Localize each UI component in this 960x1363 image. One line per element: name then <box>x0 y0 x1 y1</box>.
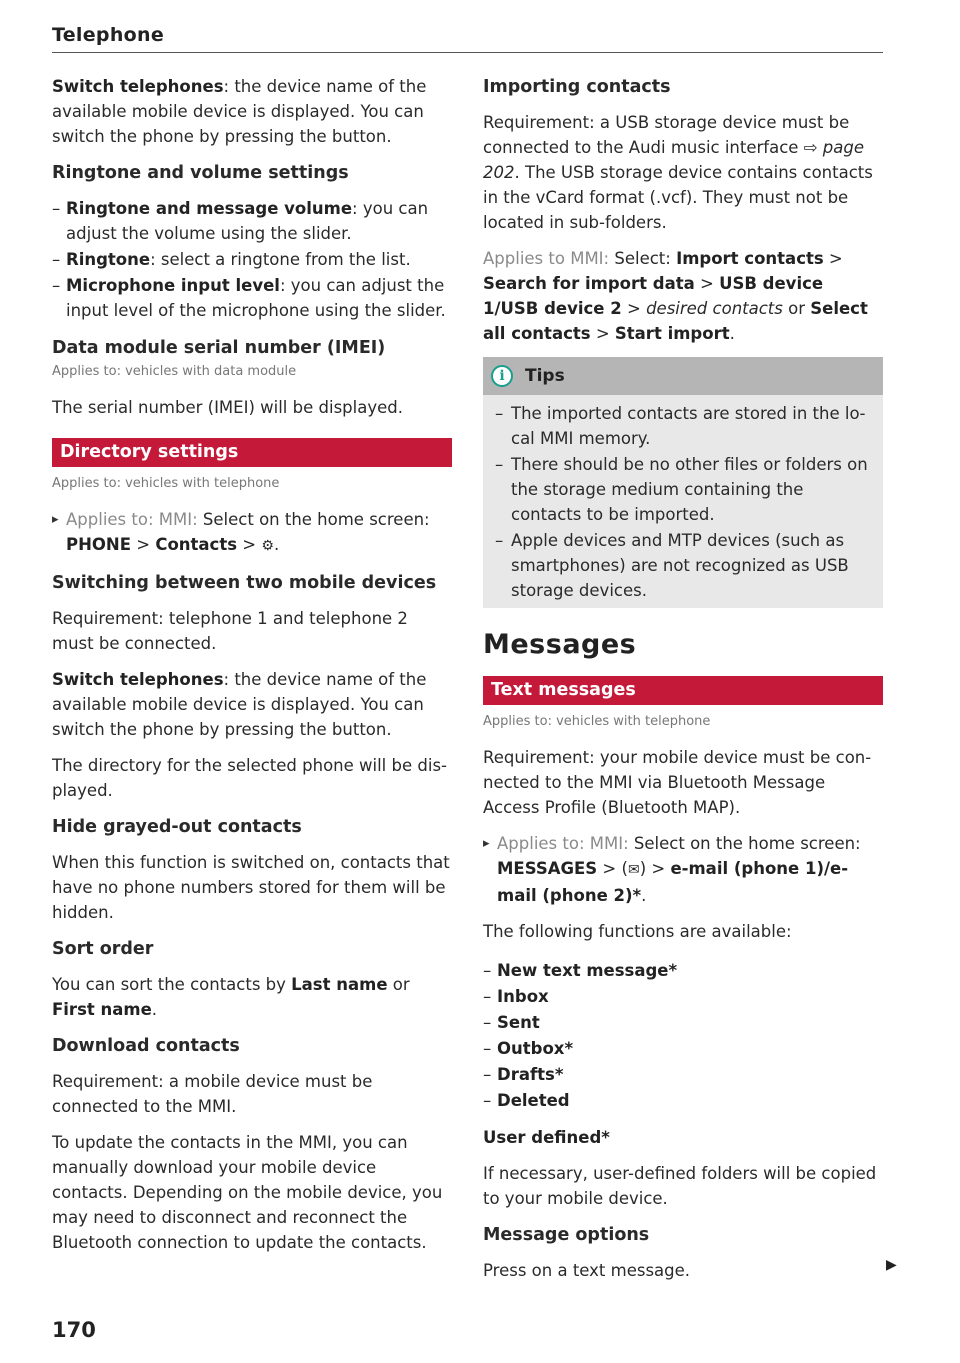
switch-telephones-text-2: Switch telephones: the device name of the available mobile device is displayed. You can switch the phone by pressing the button. <box>52 670 427 739</box>
list-item: – Inbox <box>483 984 883 1009</box>
download-requirement: Requirement: a mobile device must be connected to the MMI. <box>52 1072 373 1116</box>
mail-icon: ✉ <box>627 862 640 878</box>
message-options-heading: Message options <box>483 1225 650 1245</box>
list-item: – Ringtone: select a ringtone from the list. <box>52 247 452 272</box>
list-item: – The imported contacts are stored in the local MMI memory. <box>495 401 871 451</box>
text-messages-step: ▸ Applies to: MMI: Select on the home screen: MESSAGES > (✉) > e-mail (phone 1)/e-mail (phone 2)*. <box>483 831 883 908</box>
text-messages-bar: Text messages <box>483 676 883 705</box>
page-number: 170 <box>52 1318 96 1342</box>
text-messages-applies: Applies to: vehicles with telephone <box>483 714 711 729</box>
directory-applies: Applies to: vehicles with telephone <box>52 476 280 491</box>
tips-header <box>483 357 883 395</box>
list-item: – New text message* <box>483 958 883 983</box>
user-defined-text: If necessary, user-defined folders will be copied to your mobile device. <box>483 1164 877 1208</box>
switch-telephones-text: Switch telephones: the device name of the available mobile device is displayed. You can switch the phone by pressing the button. <box>52 77 427 146</box>
left-column <box>52 74 452 1266</box>
right-column <box>483 74 883 1294</box>
text-messages-requirement: Requirement: your mobile device must be connected to the MMI via Bluetooth Message Access Profile (Bluetooth MAP). <box>483 748 872 817</box>
tips-body <box>483 395 883 608</box>
page-reference[interactable]: ⇨ page 202 <box>483 138 864 182</box>
import-step: Applies to MMI: Select: Import contacts > Search for import data > USB device 1/USB device 2 > desired contacts or Select all contacts > Start import. <box>483 249 868 343</box>
switching-requirement: Requirement: telephone 1 and telephone 2 must be connected. <box>52 609 408 653</box>
imei-heading: Data module serial number (IMEI) <box>52 338 386 358</box>
message-options-text: Press on a text message. <box>483 1261 691 1280</box>
import-heading: Importing contacts <box>483 77 671 97</box>
import-requirement: Requirement: a USB storage device must be connected to the Audi music interface ⇨ page 202. The USB storage device contains contacts in the vCard format (.vcf). They must not be located in sub-folders. <box>483 113 873 232</box>
list-item: – Microphone input level: you can adjust the input level of the microphone using the slider. <box>52 273 452 323</box>
directory-text: The directory for the selected phone will be displayed. <box>52 756 448 800</box>
list-item: – Outbox* <box>483 1036 883 1061</box>
tips-list <box>495 401 871 603</box>
imei-applies: Applies to: vehicles with data module <box>52 364 297 379</box>
hide-heading: Hide grayed-out contacts <box>52 817 302 837</box>
ringtone-list <box>52 196 452 323</box>
messages-title: Messages <box>483 629 637 660</box>
functions-list <box>483 958 883 1113</box>
page-header <box>52 24 883 53</box>
tips-box <box>483 357 883 608</box>
functions-intro: The following functions are available: <box>483 922 792 941</box>
list-item: – Deleted <box>483 1088 883 1113</box>
list-item: – Sent <box>483 1010 883 1035</box>
info-icon: i <box>491 365 513 387</box>
download-text: To update the contacts in the MMI, you can manually download your mobile device contacts. Depending on the mobile device, you may need to disconnect and reconnect the Bluetooth connection to update the contacts. <box>52 1133 443 1252</box>
ringtone-heading: Ringtone and volume settings <box>52 163 349 183</box>
switching-heading: Switching between two mobile devices <box>52 573 437 593</box>
gear-icon: ⚙ <box>261 538 274 554</box>
hide-text: When this function is switched on, contacts that have no phone numbers stored for them will be hidden. <box>52 853 450 922</box>
sort-text: You can sort the contacts by Last name or First name. <box>52 975 410 1019</box>
directory-settings-bar: Directory settings <box>52 438 452 467</box>
directory-step: ▸ Applies to: MMI: Select on the home screen: PHONE > Contacts > ⚙. <box>52 507 452 559</box>
sort-heading: Sort order <box>52 939 154 959</box>
list-item: – There should be no other files or folders on the storage medium containing the contacts to be imported. <box>495 452 871 527</box>
list-item: – Apple devices and MTP devices (such as smartphones) are not recognized as USB storage devices. <box>495 528 871 603</box>
tips-title: Tips <box>525 366 565 386</box>
user-defined-heading: User defined* <box>483 1128 610 1147</box>
list-item: – Drafts* <box>483 1062 883 1087</box>
download-heading: Download contacts <box>52 1036 240 1056</box>
page-header-title: Telephone <box>52 24 165 46</box>
continue-arrow-icon: ▶ <box>886 1257 897 1273</box>
imei-text: The serial number (IMEI) will be displayed. <box>52 398 403 417</box>
list-item: – Ringtone and message volume: you can adjust the volume using the slider. <box>52 196 452 246</box>
